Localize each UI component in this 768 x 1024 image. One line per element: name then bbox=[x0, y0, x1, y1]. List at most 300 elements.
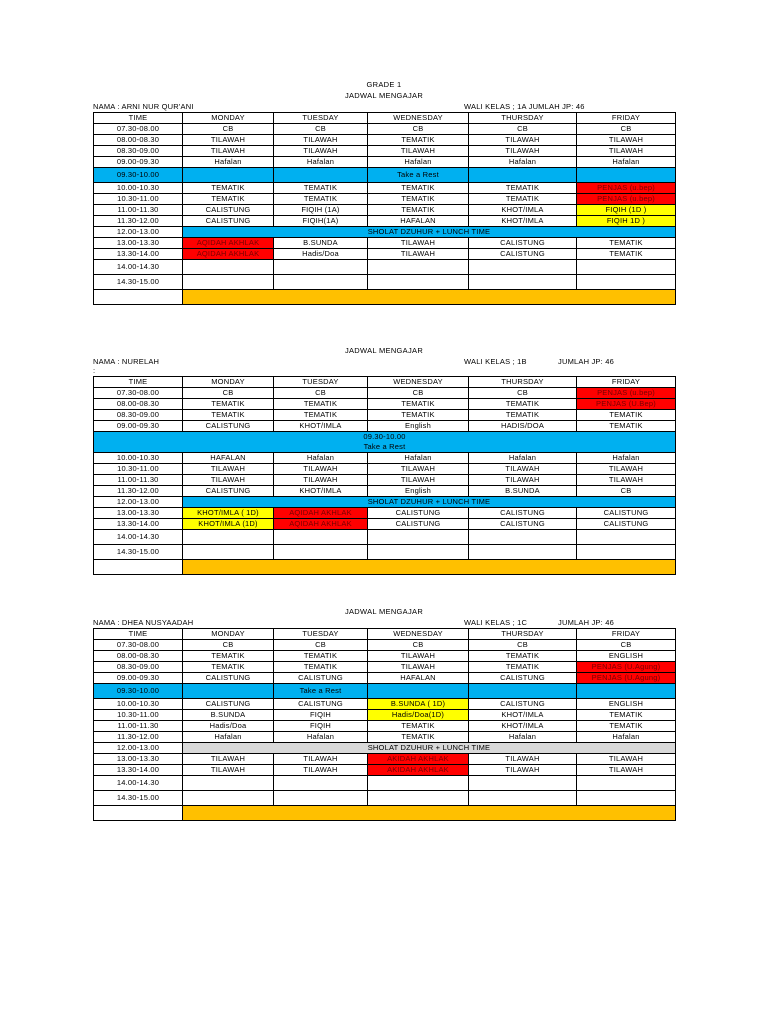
table-header bbox=[94, 629, 676, 640]
table-row bbox=[94, 124, 676, 135]
table-row bbox=[94, 194, 676, 205]
time-cell: 09.00-09.30 bbox=[94, 673, 183, 684]
subject-cell: CB bbox=[577, 486, 676, 497]
teacher-name: NAMA : ARNI NUR QUR'ANI bbox=[93, 102, 194, 111]
lunch-row bbox=[94, 743, 676, 754]
table-row bbox=[94, 530, 676, 545]
rest-row bbox=[94, 684, 676, 699]
subject-cell: KHOT/IMLA bbox=[274, 421, 368, 432]
table-row bbox=[94, 410, 676, 421]
schedule-table bbox=[93, 112, 676, 305]
subject-cell: TILAWAH bbox=[469, 135, 577, 146]
lunch-label: SHOLAT DZUHUR + LUNCH TIME bbox=[183, 227, 676, 238]
subject-cell: TILAWAH bbox=[183, 135, 274, 146]
time-cell: 11.30-12.00 bbox=[94, 732, 183, 743]
rest-cell bbox=[368, 684, 469, 699]
subject-cell bbox=[368, 260, 469, 275]
subject-cell: TILAWAH bbox=[469, 464, 577, 475]
grade-label: GRADE 1 bbox=[366, 80, 402, 89]
subject-cell: CALISTUNG bbox=[469, 673, 577, 684]
subject-cell bbox=[577, 275, 676, 290]
subject-cell: TILAWAH bbox=[183, 475, 274, 486]
table-row bbox=[94, 157, 676, 168]
subject-cell bbox=[274, 545, 368, 560]
subject-cell: CALISTUNG bbox=[469, 508, 577, 519]
subject-cell bbox=[577, 791, 676, 806]
table-row bbox=[94, 662, 676, 673]
subject-cell: CALISTUNG bbox=[577, 508, 676, 519]
subject-cell: TEMATIK bbox=[368, 410, 469, 421]
rest-cell bbox=[469, 684, 577, 699]
time-cell: 10.00-10.30 bbox=[94, 453, 183, 464]
subject-cell: English bbox=[368, 421, 469, 432]
time-cell: 14.00-14.30 bbox=[94, 776, 183, 791]
subject-cell: TEMATIK bbox=[577, 410, 676, 421]
subject-cell bbox=[368, 791, 469, 806]
rest-cell bbox=[577, 168, 676, 183]
subject-cell: CALISTUNG bbox=[274, 673, 368, 684]
subject-cell: TEMATIK bbox=[183, 662, 274, 673]
subject-cell: CALISTUNG bbox=[469, 249, 577, 260]
subject-cell: TILAWAH bbox=[469, 754, 577, 765]
subject-cell: Hafalan bbox=[274, 732, 368, 743]
subject-cell: CB bbox=[368, 124, 469, 135]
subject-cell-highlight: Hadis/Doa(1D) bbox=[368, 710, 469, 721]
time-cell: 13.00-13.30 bbox=[94, 238, 183, 249]
time-cell: 12.00-13.00 bbox=[94, 497, 183, 508]
time-cell: 14.00-14.30 bbox=[94, 530, 183, 545]
subject-cell: KHOT/IMLA bbox=[469, 216, 577, 227]
schedule-title: JADWAL MENGAJAR bbox=[344, 346, 424, 355]
lunch-row bbox=[94, 227, 676, 238]
subject-cell: TILAWAH bbox=[274, 754, 368, 765]
subject-cell: English bbox=[368, 486, 469, 497]
subject-cell: TEMATIK bbox=[577, 238, 676, 249]
table-row bbox=[94, 545, 676, 560]
table-row bbox=[94, 486, 676, 497]
subject-cell-highlight: AQIDAH AKHLAK bbox=[274, 508, 368, 519]
time-cell: 14.00-14.30 bbox=[94, 260, 183, 275]
time-cell: 09.00-09.30 bbox=[94, 421, 183, 432]
subject-cell: TEMATIK bbox=[368, 135, 469, 146]
subject-cell bbox=[469, 776, 577, 791]
subject-cell: TEMATIK bbox=[368, 732, 469, 743]
subject-cell: TILAWAH bbox=[274, 135, 368, 146]
table-row bbox=[94, 791, 676, 806]
subject-cell bbox=[577, 776, 676, 791]
time-cell: 11.00-11.30 bbox=[94, 721, 183, 732]
rest-cell bbox=[577, 684, 676, 699]
teacher-info bbox=[93, 101, 675, 112]
subject-cell: Hafalan bbox=[368, 453, 469, 464]
time-cell: 07.30-08.00 bbox=[94, 124, 183, 135]
time-cell: 11.30-12.00 bbox=[94, 216, 183, 227]
subject-cell-highlight: FIQIH 1D ) bbox=[577, 216, 676, 227]
subject-cell: Hafalan bbox=[183, 157, 274, 168]
subject-cell: B.SUNDA bbox=[274, 238, 368, 249]
subject-cell: TILAWAH bbox=[577, 475, 676, 486]
rest-cell bbox=[183, 684, 274, 699]
table-row bbox=[94, 399, 676, 410]
teacher-name: NAMA : DHEA NUSYAADAH bbox=[93, 618, 194, 627]
time-cell: 10.00-10.30 bbox=[94, 699, 183, 710]
subject-cell: Hafalan bbox=[469, 453, 577, 464]
subject-cell: TEMATIK bbox=[274, 194, 368, 205]
header-thursday: THURSDAY bbox=[469, 377, 577, 388]
jp-count: JUMLAH JP: 46 bbox=[558, 618, 614, 627]
subject-cell-highlight: PENJAS (u.bep) bbox=[577, 388, 676, 399]
time-cell: 13.00-13.30 bbox=[94, 508, 183, 519]
time-cell: 14.30-15.00 bbox=[94, 791, 183, 806]
time-cell: 11.00-11.30 bbox=[94, 475, 183, 486]
header-friday: FRIDAY bbox=[577, 377, 676, 388]
subject-cell: TEMATIK bbox=[469, 410, 577, 421]
subject-cell: CALISTUNG bbox=[183, 486, 274, 497]
lunch-label: SHOLAT DZUHUR + LUNCH TIME bbox=[183, 743, 676, 754]
time-cell: 10.00-10.30 bbox=[94, 183, 183, 194]
subject-cell: Hafalan bbox=[274, 453, 368, 464]
subject-cell: Hafalan bbox=[577, 453, 676, 464]
time-cell: 14.30-15.00 bbox=[94, 545, 183, 560]
subject-cell: TILAWAH bbox=[577, 135, 676, 146]
subject-cell: Hafalan bbox=[469, 157, 577, 168]
time-cell: 10.30-11.00 bbox=[94, 710, 183, 721]
time-cell: 13.30-14.00 bbox=[94, 249, 183, 260]
subject-cell-highlight: PENJAS (u.bep) bbox=[577, 194, 676, 205]
subject-cell: TEMATIK bbox=[274, 410, 368, 421]
table-row bbox=[94, 651, 676, 662]
time-cell: 12.00-13.00 bbox=[94, 743, 183, 754]
subject-cell: Hadis/Doa bbox=[274, 249, 368, 260]
subject-cell: TEMATIK bbox=[183, 410, 274, 421]
table-row bbox=[94, 699, 676, 710]
subject-cell: TILAWAH bbox=[577, 146, 676, 157]
subject-cell: FIQIH (1A) bbox=[274, 205, 368, 216]
teacher-info-extra bbox=[93, 367, 675, 376]
subject-cell bbox=[183, 545, 274, 560]
time-cell: 10.30-11.00 bbox=[94, 194, 183, 205]
time-cell: 13.30-14.00 bbox=[94, 765, 183, 776]
footer-bar bbox=[183, 806, 676, 821]
table-header bbox=[94, 377, 676, 388]
table-header bbox=[94, 113, 676, 124]
time-cell: 07.30-08.00 bbox=[94, 388, 183, 399]
header-monday: MONDAY bbox=[183, 629, 274, 640]
subject-cell-highlight: FIQIH (1D ) bbox=[577, 205, 676, 216]
time-cell: 07.30-08.00 bbox=[94, 640, 183, 651]
time-cell: 13.00-13.30 bbox=[94, 754, 183, 765]
rest-row bbox=[94, 168, 676, 183]
subject-cell: TEMATIK bbox=[368, 399, 469, 410]
subject-cell bbox=[183, 530, 274, 545]
subject-cell bbox=[368, 545, 469, 560]
time-cell: 09.30-10.00 bbox=[94, 684, 183, 699]
subject-cell: TEMATIK bbox=[469, 399, 577, 410]
subject-cell: TILAWAH bbox=[183, 464, 274, 475]
subject-cell bbox=[274, 530, 368, 545]
subject-cell: CALISTUNG bbox=[183, 699, 274, 710]
subject-cell: TEMATIK bbox=[183, 183, 274, 194]
subject-cell bbox=[274, 260, 368, 275]
table-row bbox=[94, 754, 676, 765]
subject-cell: CALISTUNG bbox=[577, 519, 676, 530]
subject-cell-highlight: B.SUNDA ( 1D) bbox=[368, 699, 469, 710]
subject-cell: CB bbox=[274, 388, 368, 399]
subject-cell: CB bbox=[183, 640, 274, 651]
footer-bar bbox=[183, 290, 676, 305]
subject-cell: TILAWAH bbox=[183, 754, 274, 765]
rest-label: Take a Rest bbox=[274, 684, 368, 699]
table-row bbox=[94, 673, 676, 684]
table-row bbox=[94, 275, 676, 290]
teacher-name: NAMA : NURELAH bbox=[93, 357, 160, 366]
subject-cell: CB bbox=[577, 640, 676, 651]
time-cell: 14.30-15.00 bbox=[94, 275, 183, 290]
subject-cell: CB bbox=[368, 388, 469, 399]
subject-cell: TEMATIK bbox=[368, 183, 469, 194]
subject-cell: TEMATIK bbox=[368, 721, 469, 732]
subject-cell: Hafalan bbox=[368, 157, 469, 168]
subject-cell: CB bbox=[577, 124, 676, 135]
subject-cell: KHOT/IMLA bbox=[469, 721, 577, 732]
subject-cell: Hafalan bbox=[274, 157, 368, 168]
jp-count: JUMLAH JP: 46 bbox=[558, 357, 614, 366]
time-cell: 11.30-12.00 bbox=[94, 486, 183, 497]
subject-cell bbox=[577, 260, 676, 275]
table-row bbox=[94, 135, 676, 146]
header-friday: FRIDAY bbox=[577, 629, 676, 640]
time-cell: 11.00-11.30 bbox=[94, 205, 183, 216]
subject-cell: Hafalan bbox=[183, 732, 274, 743]
subject-cell-highlight: AQIDAH AKHLAK bbox=[183, 238, 274, 249]
subject-cell: HAFALAN bbox=[368, 216, 469, 227]
footer-blank-cell bbox=[94, 806, 183, 821]
subject-cell: CALISTUNG bbox=[368, 508, 469, 519]
subject-cell: TILAWAH bbox=[368, 662, 469, 673]
subject-cell bbox=[274, 776, 368, 791]
subject-cell: CALISTUNG bbox=[469, 699, 577, 710]
subject-cell: Hadis/Doa bbox=[183, 721, 274, 732]
header-thursday: THURSDAY bbox=[469, 113, 577, 124]
subject-cell: TILAWAH bbox=[274, 765, 368, 776]
subject-cell: ENGLISH bbox=[577, 699, 676, 710]
table-row bbox=[94, 388, 676, 399]
header-wednesday: WEDNESDAY bbox=[368, 629, 469, 640]
header-friday: FRIDAY bbox=[577, 113, 676, 124]
subject-cell-highlight: AQIDAH AKHLAK bbox=[183, 249, 274, 260]
rest-cell bbox=[183, 168, 274, 183]
time-cell: 09.30-10.00 bbox=[94, 168, 183, 183]
subject-cell bbox=[577, 530, 676, 545]
subject-cell: CALISTUNG bbox=[469, 519, 577, 530]
subject-cell: TILAWAH bbox=[274, 146, 368, 157]
time-cell: 08.30-09.00 bbox=[94, 662, 183, 673]
subject-cell: B.SUNDA bbox=[183, 710, 274, 721]
header-time: TIME bbox=[94, 113, 183, 124]
table-row bbox=[94, 776, 676, 791]
subject-cell: TILAWAH bbox=[577, 464, 676, 475]
table-row bbox=[94, 238, 676, 249]
table-row bbox=[94, 732, 676, 743]
header-tuesday: TUESDAY bbox=[274, 113, 368, 124]
table-row bbox=[94, 640, 676, 651]
footer-row bbox=[94, 290, 676, 305]
subject-cell-highlight: AKIDAH AKHLAK bbox=[368, 765, 469, 776]
rest-time: 09.30-10.00 bbox=[363, 432, 406, 441]
schedule-title: JADWAL MENGAJAR bbox=[344, 607, 424, 616]
subject-cell-highlight: KHOT/IMLA (1D) bbox=[183, 519, 274, 530]
subject-cell: TEMATIK bbox=[274, 651, 368, 662]
subject-cell: Hafalan bbox=[577, 732, 676, 743]
schedule-1c bbox=[93, 606, 675, 821]
teacher-info bbox=[93, 617, 675, 628]
schedule-table bbox=[93, 376, 676, 575]
subject-cell bbox=[469, 545, 577, 560]
table-row bbox=[94, 710, 676, 721]
subject-cell: CALISTUNG bbox=[274, 699, 368, 710]
schedule-title: JADWAL MENGAJAR bbox=[344, 91, 424, 100]
time-cell: 10.30-11.00 bbox=[94, 464, 183, 475]
table-row bbox=[94, 216, 676, 227]
table-row bbox=[94, 146, 676, 157]
subject-cell: CB bbox=[183, 124, 274, 135]
subject-cell bbox=[183, 260, 274, 275]
subject-cell bbox=[368, 530, 469, 545]
subject-cell bbox=[274, 275, 368, 290]
subject-cell: CB bbox=[469, 640, 577, 651]
rest-label: Take a Rest bbox=[363, 442, 406, 451]
subject-cell: KHOT/IMLA bbox=[274, 486, 368, 497]
subject-cell: TEMATIK bbox=[274, 399, 368, 410]
colon-mark: : bbox=[93, 366, 96, 375]
subject-cell bbox=[274, 791, 368, 806]
table-row bbox=[94, 249, 676, 260]
subject-cell bbox=[183, 275, 274, 290]
subject-cell: TEMATIK bbox=[577, 721, 676, 732]
table-row bbox=[94, 421, 676, 432]
subject-cell: CB bbox=[469, 124, 577, 135]
subject-cell-highlight: KHOT/IMLA ( 1D) bbox=[183, 508, 274, 519]
subject-cell-highlight: PENJAS (U.Agung) bbox=[577, 662, 676, 673]
header-wednesday: WEDNESDAY bbox=[368, 113, 469, 124]
header-tuesday: TUESDAY bbox=[274, 629, 368, 640]
rest-label: Take a Rest bbox=[368, 168, 469, 183]
subject-cell: TILAWAH bbox=[183, 765, 274, 776]
subject-cell: TILAWAH bbox=[368, 464, 469, 475]
subject-cell: TEMATIK bbox=[368, 194, 469, 205]
subject-cell: CALISTUNG bbox=[183, 205, 274, 216]
lunch-label: SHOLAT DZUHUR + LUNCH TIME bbox=[183, 497, 676, 508]
subject-cell bbox=[368, 776, 469, 791]
time-cell: 08.30-09.00 bbox=[94, 146, 183, 157]
table-row bbox=[94, 205, 676, 216]
subject-cell: TEMATIK bbox=[183, 651, 274, 662]
subject-cell: CB bbox=[368, 640, 469, 651]
header-monday: MONDAY bbox=[183, 377, 274, 388]
subject-cell: TEMATIK bbox=[469, 651, 577, 662]
subject-cell: TILAWAH bbox=[368, 475, 469, 486]
header-wednesday: WEDNESDAY bbox=[368, 377, 469, 388]
header-thursday: THURSDAY bbox=[469, 629, 577, 640]
table-row bbox=[94, 519, 676, 530]
class-info: WALI KELAS ; 1B bbox=[464, 357, 527, 366]
subject-cell-highlight: PENJAS (U.Bep) bbox=[577, 399, 676, 410]
table-row bbox=[94, 260, 676, 275]
subject-cell-highlight: AQIDAH AKHLAK bbox=[274, 519, 368, 530]
table-row bbox=[94, 464, 676, 475]
subject-cell: TEMATIK bbox=[274, 662, 368, 673]
subject-cell: TEMATIK bbox=[577, 710, 676, 721]
subject-cell: TILAWAH bbox=[469, 765, 577, 776]
subject-cell: HADIS/DOA bbox=[469, 421, 577, 432]
subject-cell: KHOT/IMLA bbox=[469, 205, 577, 216]
subject-cell bbox=[183, 776, 274, 791]
subject-cell: CALISTUNG bbox=[183, 421, 274, 432]
subject-cell: TEMATIK bbox=[469, 183, 577, 194]
subject-cell: Hafalan bbox=[577, 157, 676, 168]
subject-cell: HAFALAN bbox=[368, 673, 469, 684]
subject-cell: ENGLISH bbox=[577, 651, 676, 662]
rest-block bbox=[94, 432, 676, 453]
subject-cell: TEMATIK bbox=[368, 205, 469, 216]
header-time: TIME bbox=[94, 377, 183, 388]
subject-cell: TILAWAH bbox=[274, 464, 368, 475]
subject-cell: TILAWAH bbox=[469, 146, 577, 157]
subject-cell: TILAWAH bbox=[274, 475, 368, 486]
subject-cell bbox=[183, 791, 274, 806]
subject-cell: CB bbox=[274, 124, 368, 135]
subject-cell: TEMATIK bbox=[469, 194, 577, 205]
rest-cell bbox=[274, 168, 368, 183]
schedule-1a bbox=[93, 79, 675, 305]
time-cell: 08.00-08.30 bbox=[94, 399, 183, 410]
subject-cell: FIQIH(1A) bbox=[274, 216, 368, 227]
subject-cell bbox=[469, 791, 577, 806]
time-cell: 13.30-14.00 bbox=[94, 519, 183, 530]
subject-cell: CALISTUNG bbox=[183, 216, 274, 227]
subject-cell: TILAWAH bbox=[368, 238, 469, 249]
subject-cell: KHOT/IMLA bbox=[469, 710, 577, 721]
subject-cell: TEMATIK bbox=[469, 662, 577, 673]
subject-cell: TILAWAH bbox=[577, 754, 676, 765]
subject-cell: TILAWAH bbox=[368, 651, 469, 662]
lunch-row bbox=[94, 497, 676, 508]
table-row bbox=[94, 721, 676, 732]
footer-blank-cell bbox=[94, 290, 183, 305]
subject-cell: CALISTUNG bbox=[469, 238, 577, 249]
footer-blank-cell bbox=[94, 560, 183, 575]
subject-cell: CALISTUNG bbox=[368, 519, 469, 530]
time-cell: 08.00-08.30 bbox=[94, 135, 183, 146]
subject-cell: CALISTUNG bbox=[183, 673, 274, 684]
subject-cell: TILAWAH bbox=[183, 146, 274, 157]
subject-cell: FIQIH bbox=[274, 710, 368, 721]
subject-cell: FIQIH bbox=[274, 721, 368, 732]
footer-row bbox=[94, 560, 676, 575]
rest-row bbox=[94, 432, 676, 453]
subject-cell: TEMATIK bbox=[577, 421, 676, 432]
subject-cell: B.SUNDA bbox=[469, 486, 577, 497]
table-row bbox=[94, 183, 676, 194]
footer-bar bbox=[183, 560, 676, 575]
time-cell: 08.00-08.30 bbox=[94, 651, 183, 662]
header-tuesday: TUESDAY bbox=[274, 377, 368, 388]
table-row bbox=[94, 508, 676, 519]
subject-cell bbox=[368, 275, 469, 290]
subject-cell: TEMATIK bbox=[183, 399, 274, 410]
subject-cell bbox=[469, 260, 577, 275]
footer-row bbox=[94, 806, 676, 821]
